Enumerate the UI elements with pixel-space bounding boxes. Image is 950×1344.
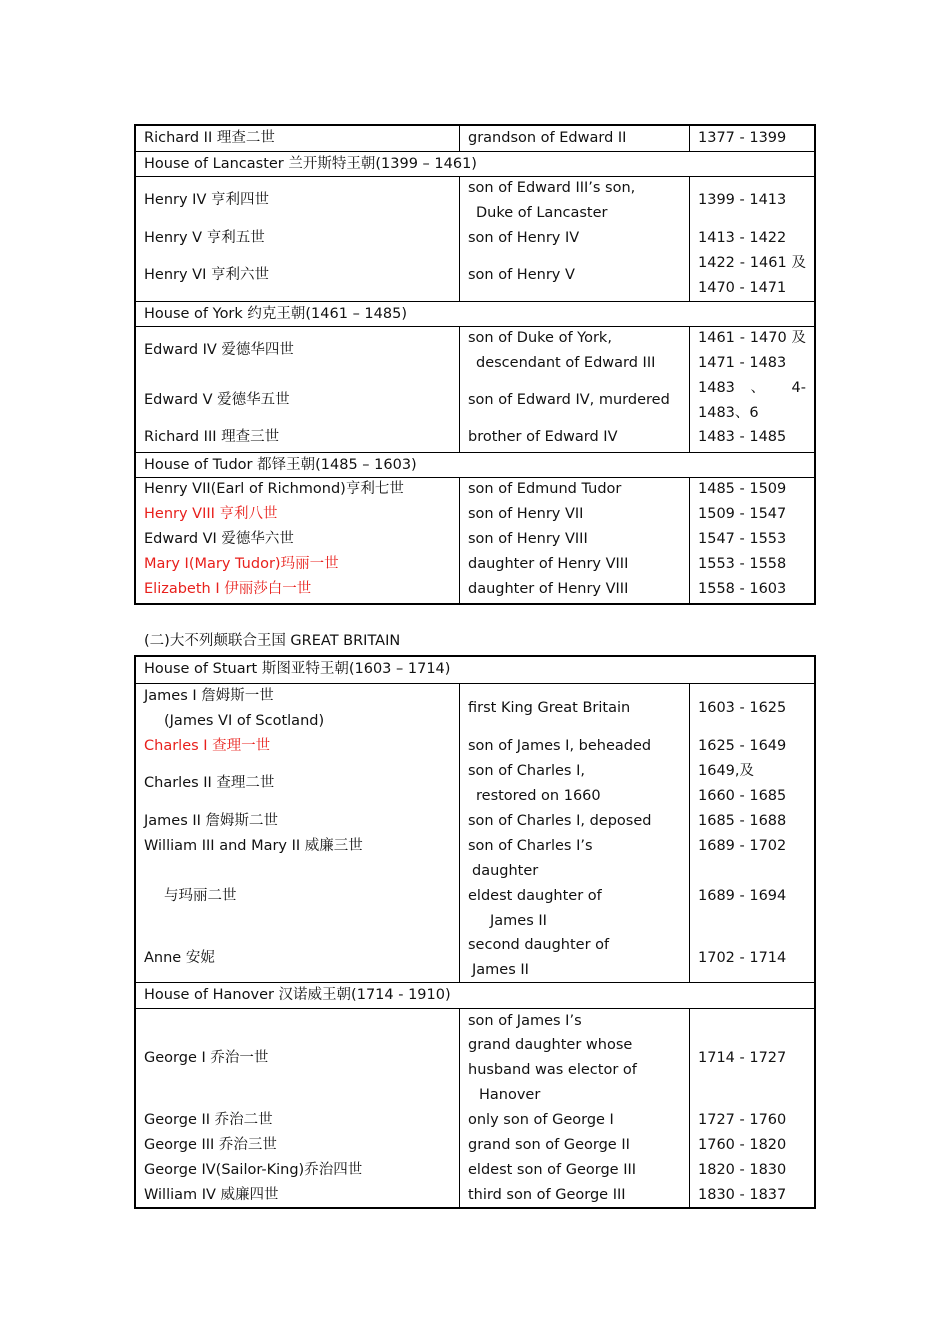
table-row [136,683,814,982]
monarch-relation: brother of Edward IV [468,429,618,445]
monarch-name: George III 乔治三世 [144,1137,277,1153]
monarch-name: James II 詹姆斯二世 [144,813,279,829]
monarch-name: Edward VI 爱德华六世 [144,531,294,547]
monarch-reign: 1702 - 1714 [698,950,787,966]
monarch-reign: 1483 - 1485 [698,429,787,445]
monarch-relation: eldest son of George III [468,1162,637,1178]
monarch-reign: 1471 - 1483 [698,355,787,371]
monarch-relation: grand daughter whose [468,1037,633,1053]
house-header-lancaster [136,151,814,176]
monarch-name: 与玛丽二世 [164,888,237,904]
monarch-name: George IV(Sailor-King)乔治四世 [144,1162,363,1178]
monarch-name: James I 詹姆斯一世 [144,688,274,704]
section-title: (二)大不列颠联合王国 GREAT BRITAIN [144,633,401,649]
monarch-relation: son of Edward III’s son, [468,180,636,196]
monarch-relation: son of Henry VII [468,506,584,522]
monarch-name: Henry VIII 亨利八世 [144,506,278,522]
monarch-reign: 1413 - 1422 [698,230,787,246]
monarch-relation: grand son of George II [468,1137,630,1153]
monarch-name: Henry VII(Earl of Richmond)亨利七世 [144,481,404,497]
monarch-reign: 1820 - 1830 [698,1162,787,1178]
monarch-name: Charles I 查理一世 [144,738,271,754]
monarch-relation: son of James I, beheaded [468,738,652,754]
monarch-reign: 1689 - 1694 [698,888,787,904]
monarch-relation: Duke of Lancaster [476,205,608,221]
monarch-relation: son of Charles I, [468,763,585,779]
house-header-york [136,301,814,326]
house-title: House of Lancaster 兰开斯特王朝(1399 – 1461) [144,156,477,172]
monarch-relation: James II [472,962,529,978]
monarch-relation: son of Edmund Tudor [468,481,622,497]
monarch-reign: 1760 - 1820 [698,1137,787,1153]
monarch-reign: 1547 - 1553 [698,531,787,547]
monarch-name: (James VI of Scotland) [164,713,325,729]
monarch-relation: son of Henry V [468,267,575,283]
table-row [136,477,814,603]
monarch-name: Richard II 理查二世 [144,130,275,146]
monarch-relation: James II [490,913,547,929]
monarch-relation: son of Henry VIII [468,531,588,547]
monarch-relation: descendant of Edward III [476,355,656,371]
monarch-name: George II 乔治二世 [144,1112,273,1128]
monarch-reign: 1714 - 1727 [698,1050,787,1066]
monarch-name: Edward V 爱德华五世 [144,392,290,408]
monarch-name: Henry VI 亨利六世 [144,267,269,283]
monarch-relation: only son of George I [468,1112,614,1128]
house-header-tudor [136,452,814,477]
monarch-name: Mary I(Mary Tudor)玛丽一世 [144,556,339,572]
monarch-reign: 1485 - 1509 [698,481,787,497]
house-title: House of Tudor 都铎王朝(1485 – 1603) [144,457,417,473]
house-header-hanover [136,982,814,1008]
monarch-relation: daughter of Henry VIII [468,581,629,597]
monarch-relation: Hanover [479,1087,541,1103]
monarch-relation: first King Great Britain [468,700,631,716]
house-header-stuart [136,657,814,683]
house-title: House of Hanover 汉诺威王朝(1714 - 1910) [144,987,451,1003]
monarch-relation: eldest daughter of [468,888,602,904]
monarch-reign: 1461 - 1470 及 [698,330,806,346]
monarch-name: William IV 威廉四世 [144,1187,279,1203]
monarch-relation: restored on 1660 [476,788,601,804]
monarch-name: Richard III 理查三世 [144,429,280,445]
monarch-reign: 1483、6 [698,405,759,421]
monarch-relation: daughter of Henry VIII [468,556,629,572]
monarch-name: Henry V 亨利五世 [144,230,265,246]
monarch-reign: 1483 、 4- [698,380,806,396]
table-england [134,124,816,605]
house-title: House of York 约克王朝(1461 – 1485) [144,306,407,322]
monarch-name: Anne 安妮 [144,950,215,966]
monarch-relation: grandson of Edward II [468,130,627,146]
table-row [136,176,814,301]
table-great-britain [134,655,816,1209]
monarch-relation: son of Edward IV, murdered [468,392,670,408]
monarch-reign: 1625 - 1649 [698,738,787,754]
monarch-reign: 1399 - 1413 [698,192,787,208]
monarch-name: Elizabeth I 伊丽莎白一世 [144,581,312,597]
table-row [136,126,814,151]
monarch-relation: third son of George III [468,1187,626,1203]
monarch-reign: 1422 - 1461 及 [698,255,806,271]
monarch-reign: 1649,及 [698,763,755,779]
monarch-relation: son of Duke of York, [468,330,612,346]
monarch-reign: 1377 - 1399 [698,130,787,146]
monarch-relation: husband was elector of [468,1062,637,1078]
monarch-relation: daughter [472,863,539,879]
monarch-reign: 1660 - 1685 [698,788,787,804]
monarch-reign: 1727 - 1760 [698,1112,787,1128]
table-row [136,1008,814,1207]
monarch-reign: 1830 - 1837 [698,1187,787,1203]
house-title: House of Stuart 斯图亚特王朝(1603 – 1714) [144,661,451,677]
monarch-reign: 1470 - 1471 [698,280,787,296]
monarch-reign: 1553 - 1558 [698,556,787,572]
monarch-relation: son of Charles I, deposed [468,813,652,829]
monarch-name: Henry IV 亨利四世 [144,192,269,208]
monarch-relation: son of James I’s [468,1013,582,1029]
monarch-reign: 1689 - 1702 [698,838,787,854]
monarch-name: George I 乔治一世 [144,1050,269,1066]
monarch-reign: 1509 - 1547 [698,506,787,522]
monarch-name: William III and Mary II 威廉三世 [144,838,363,854]
monarch-relation: second daughter of [468,937,610,953]
table-row [136,326,814,452]
monarch-reign: 1685 - 1688 [698,813,787,829]
monarch-name: Charles II 查理二世 [144,775,275,791]
monarch-reign: 1558 - 1603 [698,581,787,597]
monarch-name: Edward IV 爱德华四世 [144,342,294,358]
monarch-relation: son of Charles I’s [468,838,593,854]
monarch-reign: 1603 - 1625 [698,700,787,716]
monarch-relation: son of Henry IV [468,230,580,246]
